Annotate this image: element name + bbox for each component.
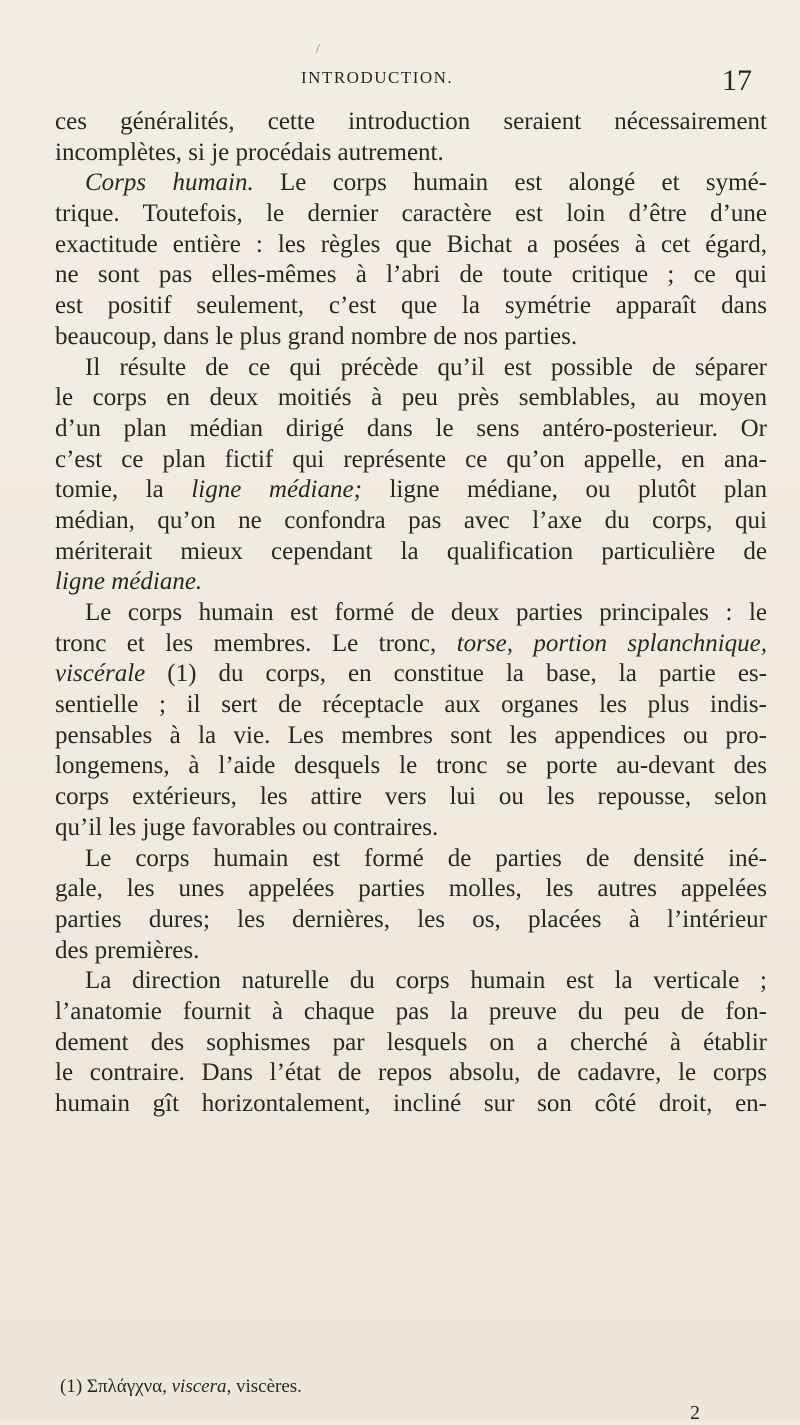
- text-line: Le corps humain est formé de parties de densité iné-: [85, 844, 767, 872]
- text-line: médian, qu’on ne confondra pas avec l’axe du corps, qui: [55, 506, 767, 534]
- text-line: parties dures; les dernières, les os, placées à l’intérieur: [55, 905, 767, 933]
- italic-run: viscérale: [55, 660, 146, 688]
- text-line: l’anatomie fournit à chaque pas la preuve du peu de fon-: [55, 997, 767, 1025]
- italic-run: torse, portion splanchnique,: [456, 629, 767, 657]
- text-run: tomie, la: [55, 476, 192, 504]
- text-line: [55, 629, 767, 660]
- body-text: [55, 107, 767, 1120]
- text-line: incomplètes, si je procédais autrement.: [55, 138, 444, 166]
- footnote-french: viscères.: [235, 1376, 302, 1397]
- text-line: exactitude entière : les règles que Bichat a posées à cet égard,: [55, 230, 767, 258]
- footnote-marker: (1): [60, 1376, 83, 1397]
- text-line: Il résulte de ce qui précède qu’il est possible de séparer: [85, 353, 767, 381]
- text-line: La direction naturelle du corps humain est la verticale ;: [85, 967, 767, 995]
- text-line: pensables à la vie. Les membres sont les appendices ou pro-: [55, 721, 767, 749]
- text-line: beaucoup, dans le plus grand nombre de nos parties.: [55, 322, 578, 350]
- text-line: est positif seulement, c’est que la symétrie apparaît dans: [55, 292, 767, 320]
- text-run: ligne médiane, ou plutôt plan: [361, 476, 767, 504]
- pencil-mark: /: [316, 42, 320, 57]
- text-line: [55, 475, 767, 506]
- text-line: sentielle ; il sert de réceptacle aux organes les plus indis-: [55, 691, 767, 719]
- text-line: le contraire. Dans l’état de repos absolu, de cadavre, le corps: [55, 1059, 767, 1087]
- text-run: tronc et les membres. Le tronc,: [55, 629, 457, 657]
- text-line: c’est ce plan fictif qui représente ce qu’on appelle, en ana-: [55, 445, 767, 473]
- footnote: [60, 1376, 302, 1398]
- text-line: [55, 659, 767, 690]
- text-line: gale, les unes appelées parties molles, les autres appelées: [55, 875, 767, 903]
- signature-mark: 2: [690, 1402, 700, 1424]
- text-line: trique. Toutefois, le dernier caractère est loin d’être d’une: [55, 200, 767, 228]
- text-line: le corps en deux moitiés à peu près semblables, au moyen: [55, 384, 767, 412]
- text-line: mériterait mieux cependant la qualification particulière de: [55, 537, 767, 565]
- text-line: ne sont pas elles-mêmes à l’abri de toute critique ; ce qui: [55, 261, 767, 289]
- text-line: des premières.: [55, 936, 200, 964]
- text-line: qu’il les juge favorables ou contraires.: [55, 813, 439, 841]
- footnote-greek: Σπλάγχνα,: [86, 1376, 167, 1397]
- text-line: ligne médiane.: [55, 568, 203, 596]
- text-line: [55, 168, 767, 199]
- italic-run: Corps humain.: [85, 169, 254, 197]
- italic-run: ligne médiane;: [191, 476, 362, 504]
- running-head: INTRODUCTION.: [301, 68, 454, 87]
- text-line: ces généralités, cette introduction seraient nécessairement: [55, 108, 767, 135]
- text-run: (1) du corps, en constitue la base, la partie es-: [145, 660, 767, 688]
- text-line: d’un plan médian dirigé dans le sens antéro-posterieur. Or: [55, 414, 767, 442]
- footnote-latin: viscera,: [171, 1376, 232, 1397]
- text-line: Le corps humain est formé de deux parties principales : le: [85, 599, 767, 626]
- text-line: longemens, à l’aide desquels le tronc se porte au-devant des: [55, 752, 767, 780]
- text-line: humain gît horizontalement, incliné sur son côté droit, en-: [55, 1090, 767, 1117]
- text-line: corps extérieurs, les attire vers lui ou les repousse, selon: [55, 783, 767, 811]
- text-line: dement des sophismes par lesquels on a cherché à établir: [55, 1028, 767, 1056]
- page-header: [0, 62, 800, 102]
- text-run: Le corps humain est alongé et symé-: [253, 169, 767, 197]
- page-number: 17: [722, 64, 752, 97]
